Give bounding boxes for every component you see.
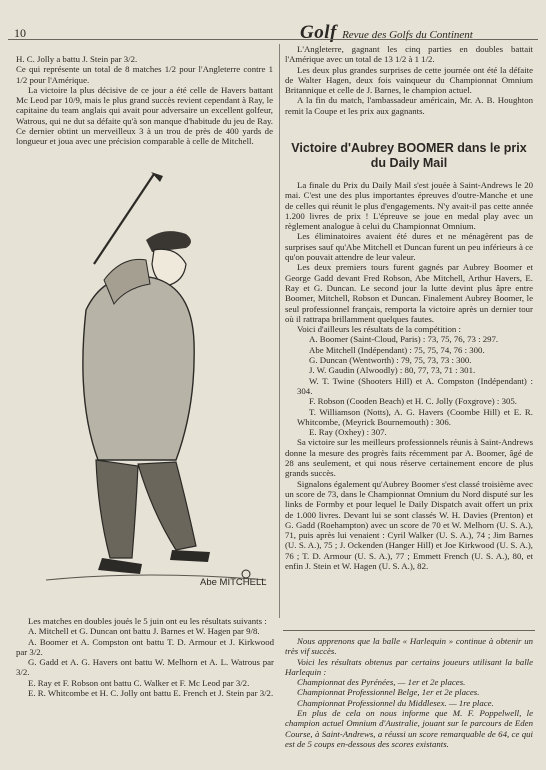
right-column-article <box>285 180 533 571</box>
article-title: Victoire d'Aubrey BOOMER dans le prix du Daily Mail <box>291 141 527 170</box>
golfer-drawing <box>26 160 281 600</box>
page-number: 10 <box>14 26 26 40</box>
result-line: A. Boomer (Saint-Cloud, Paris) : 73, 75, 76, 73 : 297. <box>309 334 499 345</box>
paragraph: H. C. Jolly a battu J. Stein par 3/2. <box>16 54 138 64</box>
header-rule <box>8 39 538 40</box>
paragraph: Les deux plus grandes surprises de cette journée ont été la défaite de Walter Hagen, deux fois vainqueur du Championnat Omnium Britannique et celle de J. Barnes, le champion actuel. <box>285 64 533 96</box>
paragraph: La victoire la plus décisive de ce jour a été celle de Havers battant Mc Leod par 10/9, mais le plus grand succès revient cependant à Ray, le capitaine du team anglais qui avait pour adversaire un excellent golfeur, Watrous, qui ne dut sa défaite qu'à son manque d'habitude du jeu de Ray. Ce dernier obtint un merveilleux 3 à un trou de près de 400 yards de longueur et joua avec une précision comparable à celle de Mitchell. <box>16 84 273 147</box>
left-column-bottom <box>16 616 274 698</box>
paragraph: A. Boomer et A. Compston ont battu T. D. Armour et J. Kirkwood par 3/2. <box>16 636 274 657</box>
section-rule <box>283 630 535 631</box>
paragraph: G. Gadd et A. G. Havers ont battu W. Melhorn et A. L. Watrous par 3/2. <box>16 657 274 678</box>
paragraph: A la fin du match, l'ambassadeur américain, Mr. A. B. Houghton remit la Coupe et les prix aux gagnants. <box>285 95 533 116</box>
result-line: Abe Mitchell (Indépendant) : 75, 75, 74, 76 : 300. <box>309 344 485 355</box>
result-line: G. Duncan (Wentworth) : 79, 75, 73, 73 : 300. <box>309 355 472 366</box>
paragraph: Les éliminatoires avaient été dures et ne ménagèrent pas de surprises sauf qu'Abe Mitchell et Duncan furent un peu inférieurs à ce qu'on pouvait attendre de leur valeur. <box>285 231 533 263</box>
paragraph: Championnat des Pyrénées, — 1er et 2e places. <box>297 677 466 688</box>
result-line: W. T. Twine (Shooters Hill) et A. Compston (Indépendant) : 304. <box>297 375 533 396</box>
result-line: F. Robson (Cooden Beach) et H. C. Jolly (Foxgrove) : 305. <box>309 396 517 407</box>
paragraph: Voici les résultats obtenus par certains joueurs utilisant la balle Harlequin : <box>285 656 533 677</box>
right-column-top <box>285 44 533 116</box>
result-line: J. W. Gaudin (Alwoodly) : 80, 77, 73, 71 : 301. <box>309 365 476 376</box>
result-line: E. Ray (Oxhey) : 307. <box>309 427 387 438</box>
golfer-illustration <box>26 160 281 600</box>
paragraph: Les deux premiers tours furent gagnés par Aubrey Boomer et George Gadd devant Fred Robson, Abe Mitchell, Arthur Havers, E. Ray et G. Duncan. Le second jour la lutte devint plus âpre entre Boomer, Mitchell, Robson et Duncan. Finalement Aubrey Boomer, le seul professionnel français, remporta la victoire après un dernier tour où il rattrapa brillamment quelques fautes. <box>285 262 533 324</box>
paragraph: Championnat Professionnel du Middlesex. — 1re place. <box>297 697 494 708</box>
paragraph: Championnat Professionnel Belge, 1er et 2e places. <box>297 687 480 698</box>
magazine-logo: Golf <box>300 22 337 43</box>
paragraph: E. Ray et F. Robson ont battu C. Walker et F. Mc Leod par 3/2. <box>28 677 250 688</box>
paragraph: E. R. Whitcombe et H. C. Jolly ont battu E. French et J. Stein par 3/2. <box>28 688 274 699</box>
paragraph: La finale du Prix du Daily Mail s'est jouée à Saint-Andrews le 20 mai. C'est une des plus importantes épreuves d'outre-Manche et une de celles qui réunit le plus d'engagements. N'y avait-il pas cette année 1.200 livres de prix ! L'épreuve se joue en medal play avec un règlement analogue à celui du Championnat Omnium. <box>285 180 533 232</box>
paragraph: Signalons également qu'Aubrey Boomer s'est classé troisième avec un score de 73, dans le Championnat Omnium du Nord disputé sur les links de Formby et pour lequel le Daily Dispatch avait offert un prix de 1.000 livres. Devant lui se sont classés W. H. Davies (Prenton) et G. Gadd (Roehampton) avec un score de 70 et W. Melhorn (U. S. A.), 71, puis après lui venaient : Cyril Walker (U. S. A.), 74 ; Jim Barnes (U. S. A.), 75 ; J. Ockenden (Hanger Hill) et Joe Kirkwood (U. S. A.), 76 ; T. D. Armour (U. S. A.), 77 ; Emmett French (U. S. A.), 80, et enfin J. Stein et W. Hagen (U. S. A.), 82. <box>285 478 533 571</box>
paragraph: Les matches en doubles joués le 5 juin ont eu les résultats suivants : <box>28 616 267 626</box>
paragraph: Sa victoire sur les meilleurs professionnels réunis à Saint-Andrews donne la mesure des progrès faits récemment par A. Boomer, âgé de 28 ans seulement, et qui nous réserve certainement encore de plus grands succès. <box>285 437 533 479</box>
left-column-top <box>16 54 273 147</box>
magazine-tagline: Revue des Golfs du Continent <box>342 29 473 41</box>
paragraph: A. Mitchell et G. Duncan ont battu J. Barnes et W. Hagen par 9/8. <box>28 626 260 637</box>
paragraph: Nous apprenons que la balle « Harlequin » continue à obtenir un très vif succès. <box>285 636 533 657</box>
running-header <box>300 22 473 44</box>
paragraph: Voici d'ailleurs les résultats de la compétition : <box>297 324 461 335</box>
result-line: T. Williamson (Notts), A. G. Havers (Coombe Hill) et E. R. Whitcombe, (Meyrick Bournemouth) : 306. <box>297 406 533 427</box>
illustration-caption: Abe MITCHELL <box>200 577 267 588</box>
paragraph: L'Angleterre, gagnant les cinq parties en doubles battait l'Amérique avec un total de 13 1/2 à 1 1/2. <box>285 44 533 65</box>
right-column-bottom <box>285 636 533 749</box>
paragraph: Ce qui représente un total de 8 matches 1/2 pour l'Angleterre contre 1 1/2 pour l'Amérique. <box>16 64 273 85</box>
paragraph: En plus de cela on nous informe que M. F. Poppelwell, le champion actuel Omnium d'Australie, jouant sur le parcours de Eden Course, à Saint-Andrews, a réussi un score remarquable de 64, ce qui est de 5 coups en-dessous des scores existants. <box>285 708 533 749</box>
